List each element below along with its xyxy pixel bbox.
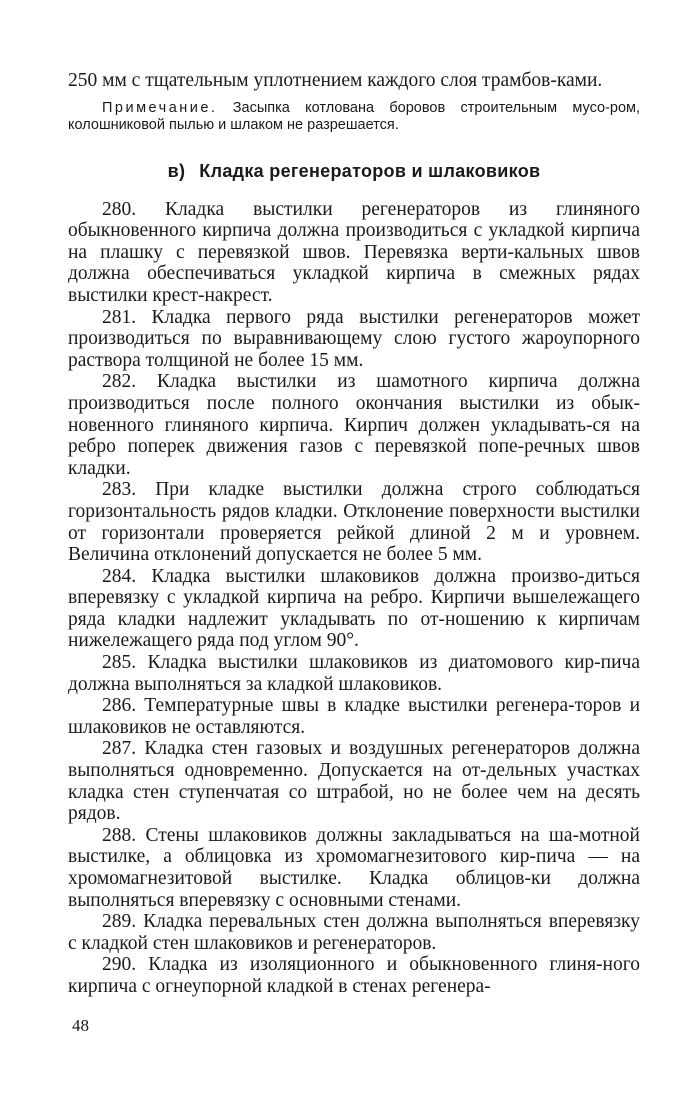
paragraph-285: 285. Кладка выстилки шлаковиков из диатомового кир-пича должна выполняться за кладкой шлаковиков.	[68, 652, 640, 695]
paragraph-284: 284. Кладка выстилки шлаковиков должна произво-диться вперевязку с укладкой кирпича на ребро. Кирпичи вышележащего ряда кладки надлежит укладывать по от-ношению к кирпичам нижележащего ряда под углом 90°.	[68, 565, 640, 652]
section-heading	[68, 161, 640, 182]
paragraph-283: 283. При кладке выстилки должна строго соблюдаться горизонтальность рядов кладки. Отклонение поверхности выстилки от горизонтали проверяется рейкой длиной 2 м и уровнем. Величина отклонений допускается не более 5 мм.	[68, 479, 640, 566]
paragraph-287: 287. Кладка стен газовых и воздушных регенераторов должна выполняться одновременно. Допускается на от-дельных участках кладка стен ступенчатая со штрабой, но не более чем на десять рядов.	[68, 738, 640, 825]
page-number: 48	[72, 1016, 89, 1035]
paragraph-288: 288. Стены шлаковиков должны закладываться на ша-мотной выстилке, а облицовка из хромомагнезитового кир-пича — на хромомагнезитовой выстилке. Кладка облицов-ки должна выполняться вперевязку с основными стенами.	[68, 824, 640, 911]
paragraph-289: 289. Кладка перевальных стен должна выполняться вперевязку с кладкой стен шлаковиков и регенераторов.	[68, 911, 640, 954]
intro-paragraph: 250 мм с тщательным уплотнением каждого слоя трамбов-ками.	[68, 70, 603, 91]
paragraph-290: 290. Кладка из изоляционного и обыкновенного глиня-ного кирпича с огнеупорной кладкой в стенах регенера-	[68, 954, 640, 997]
note-paragraph	[68, 100, 640, 134]
note-label: Примечание.	[102, 99, 218, 116]
note-text: Засыпка котлована боровов строительным мусо-ром, колошниковой пылью и шлаком не разрешается.	[68, 99, 640, 133]
section-letter: в)	[167, 160, 186, 181]
paragraph-281: 281. Кладка первого ряда выстилки регенераторов может производиться по выравнивающему слою густого жароупорного раствора толщиной не более 15 мм.	[68, 306, 640, 371]
section-title: Кладка регенераторов и шлаковиков	[199, 160, 541, 181]
paragraph-286: 286. Температурные швы в кладке выстилки регенера-торов и шлаковиков не оставляются.	[68, 695, 640, 738]
page-body	[68, 70, 640, 998]
paragraph-282: 282. Кладка выстилки из шамотного кирпича должна производиться после полного окончания выстилки из обык-новенного глиняного кирпича. Кирпич должен укладывать-ся на ребро поперек движения газов с перевязкой попе-речных швов кладки.	[68, 371, 640, 479]
paragraph-280: 280. Кладка выстилки регенераторов из глиняного обыкновенного кирпича должна производиться с укладкой кирпича на плашку с перевязкой швов. Перевязка верти-кальных швов должна обеспечиваться укладкой кирпича в смежных рядах выстилки крест-накрест.	[68, 198, 640, 306]
